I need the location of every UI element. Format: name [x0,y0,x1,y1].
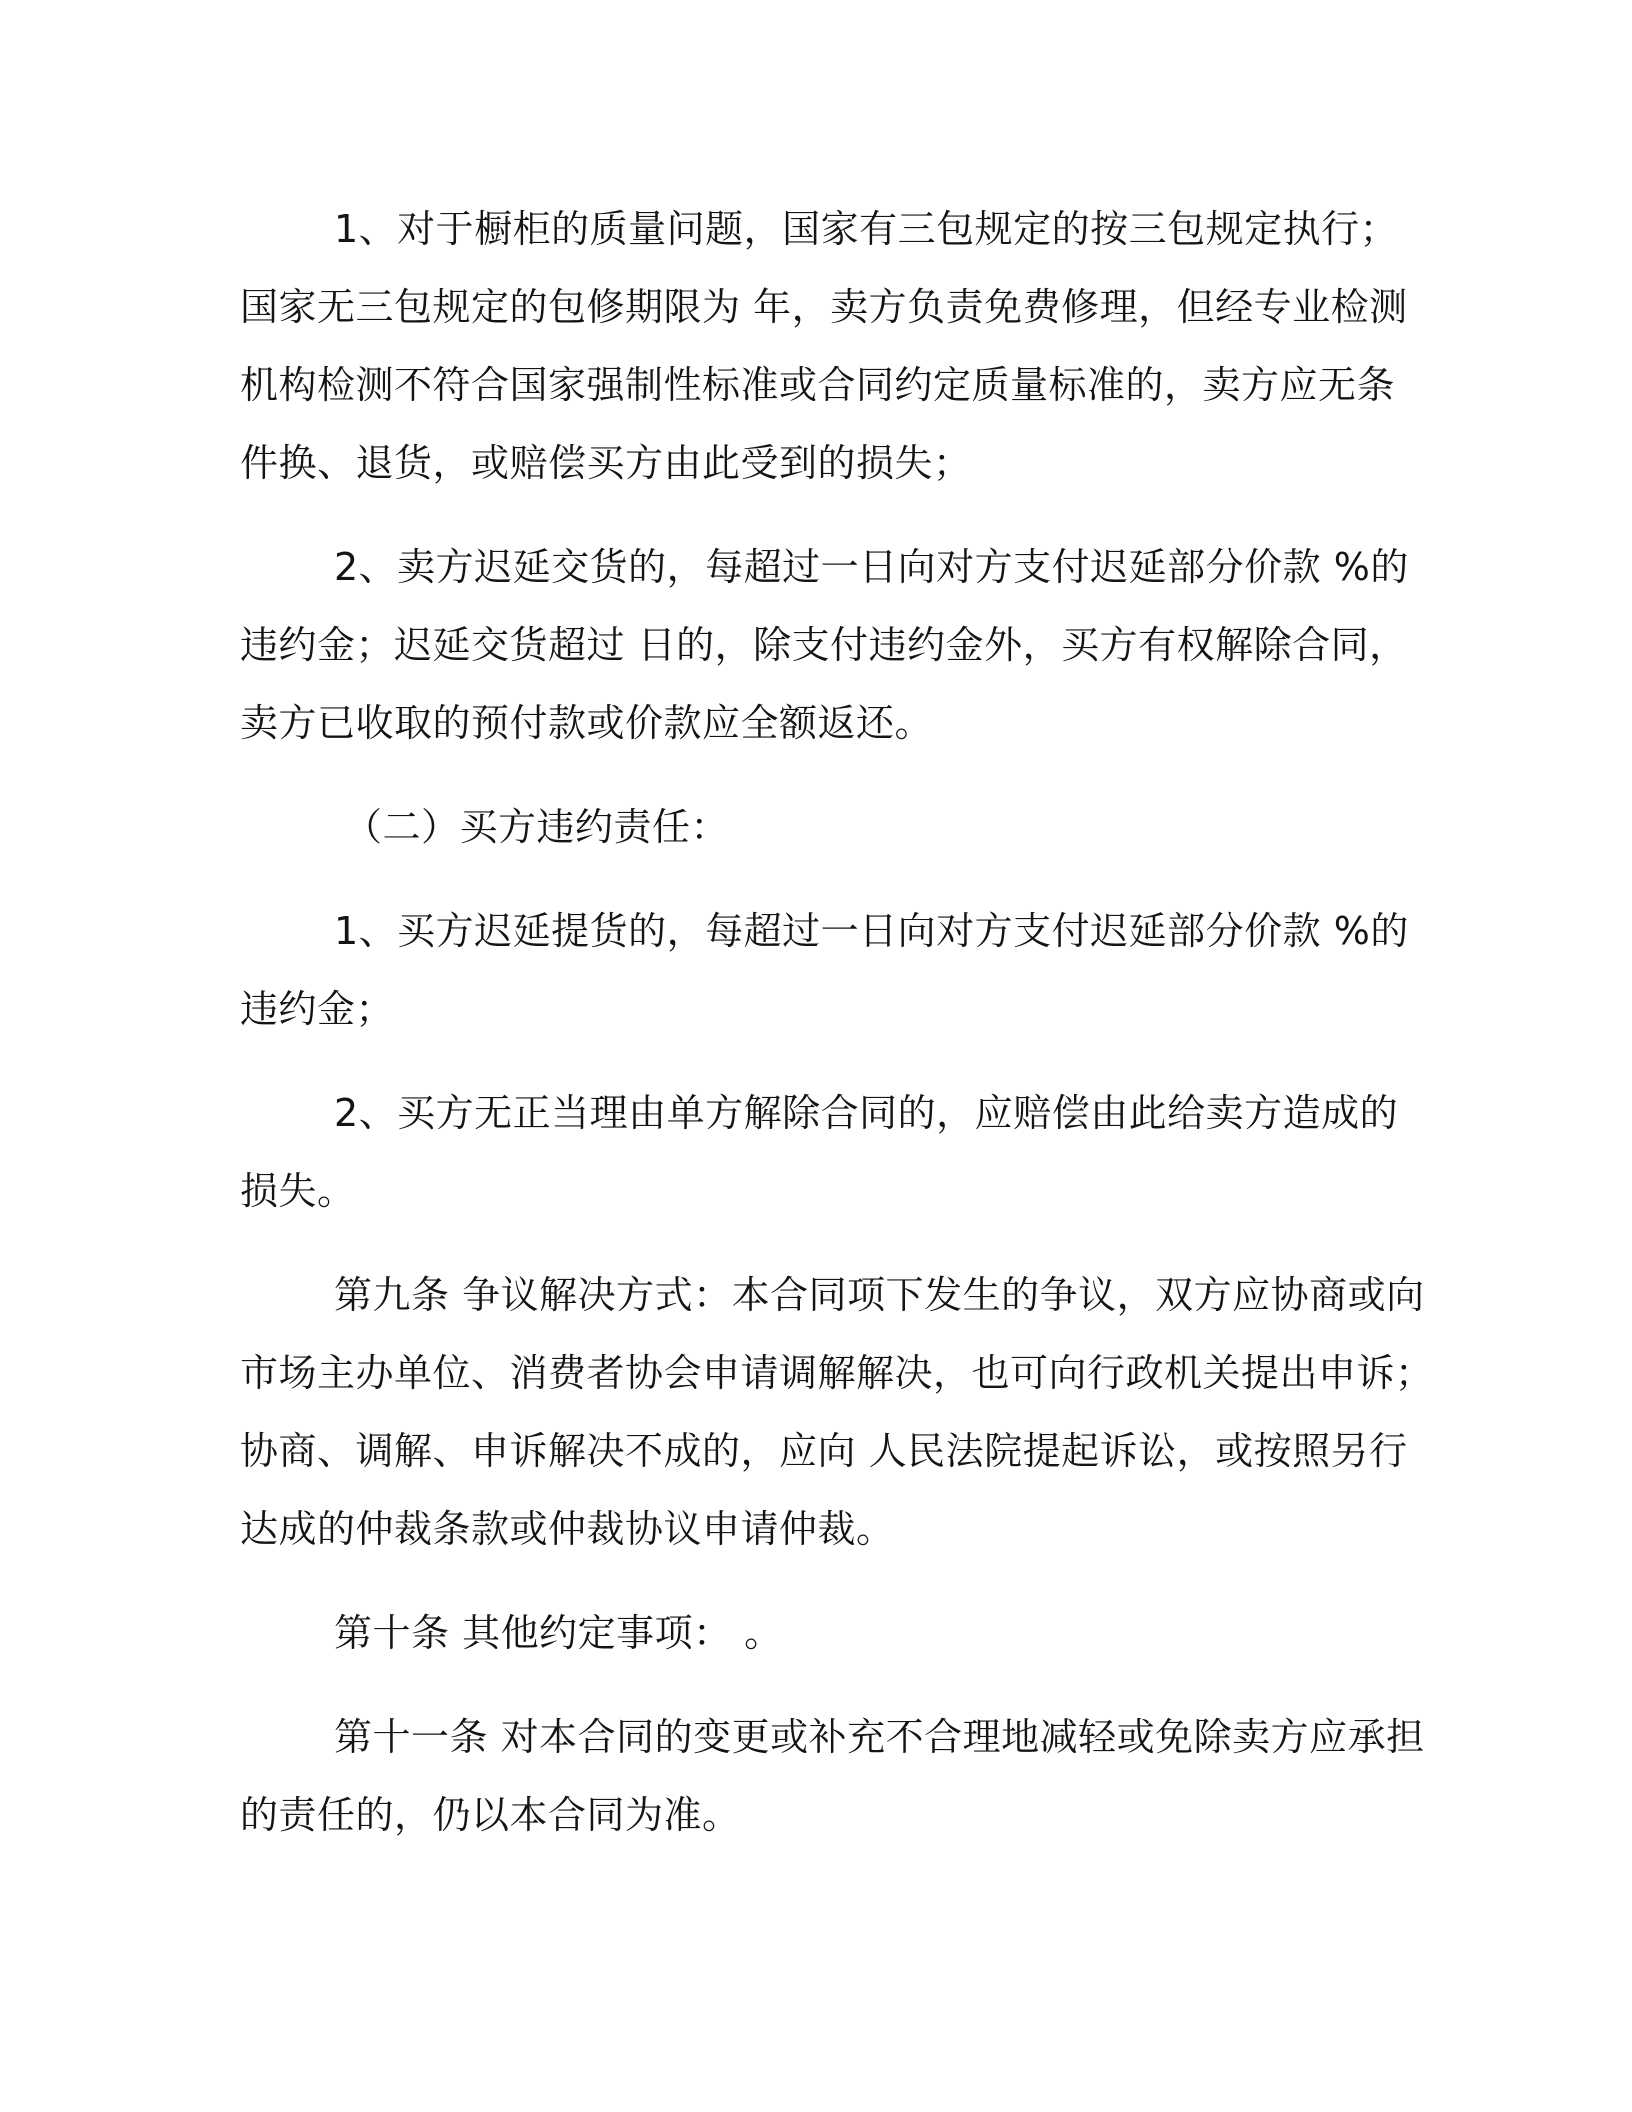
text-line: 损失。 [240,1169,356,1213]
text-line: 2、卖方迟延交货的，每超过一日向对方支付迟延部分价款 %的 [334,545,1409,589]
text-line: 违约金； [240,987,395,1031]
text-line: 第十一条 对本合同的变更或补充不合理地减轻或免除卖方应承担 [334,1715,1425,1759]
text-line: 机构检测不符合国家强制性标准或合同约定质量标准的，卖方应无条 [240,363,1396,407]
text-line: 件换、退货，或赔偿买方由此受到的损失； [240,441,972,485]
document-body [240,190,1434,1854]
seller-liability-clause-1 [240,190,1408,502]
buyer-liability-clause-1 [240,892,1409,1048]
article-9-dispute-resolution [240,1256,1434,1568]
buyer-liability-clause-2 [240,1074,1399,1230]
text-line: 卖方已收取的预付款或价款应全额返还。 [240,701,934,745]
text-line: （二）买方违约责任： [344,805,730,849]
text-line: 达成的仲裁条款或仲裁协议申请仲裁。 [240,1507,895,1551]
article-11-amendments [240,1698,1425,1854]
seller-liability-clause-2 [240,528,1409,762]
article-10-other-matters [240,1594,1390,1672]
text-line: 违约金；迟延交货超过 日的，除支付违约金外，买方有权解除合同， [240,623,1408,667]
text-line: 协商、调解、申诉解决不成的，应向 人民法院提起诉讼，或按照另行 [240,1429,1408,1473]
text-line: 1、买方迟延提货的，每超过一日向对方支付迟延部分价款 %的 [334,909,1409,953]
text-line: 市场主办单位、消费者协会申请调解解决，也可向行政机关提出申诉； [240,1351,1434,1395]
buyer-liability-heading [240,788,1390,866]
text-line: 1、对于橱柜的质量问题，国家有三包规定的按三包规定执行； [334,207,1399,251]
text-line: 的责任的，仍以本合同为准。 [240,1793,741,1837]
text-line: 国家无三包规定的包修期限为 年，卖方负责免费修理，但经专业检测 [240,285,1408,329]
text-line: 第十条 其他约定事项： 。 [334,1611,783,1655]
text-line: 2、买方无正当理由单方解除合同的，应赔偿由此给卖方造成的 [334,1091,1399,1135]
text-line: 第九条 争议解决方式：本合同项下发生的争议，双方应协商或向 [334,1273,1425,1317]
